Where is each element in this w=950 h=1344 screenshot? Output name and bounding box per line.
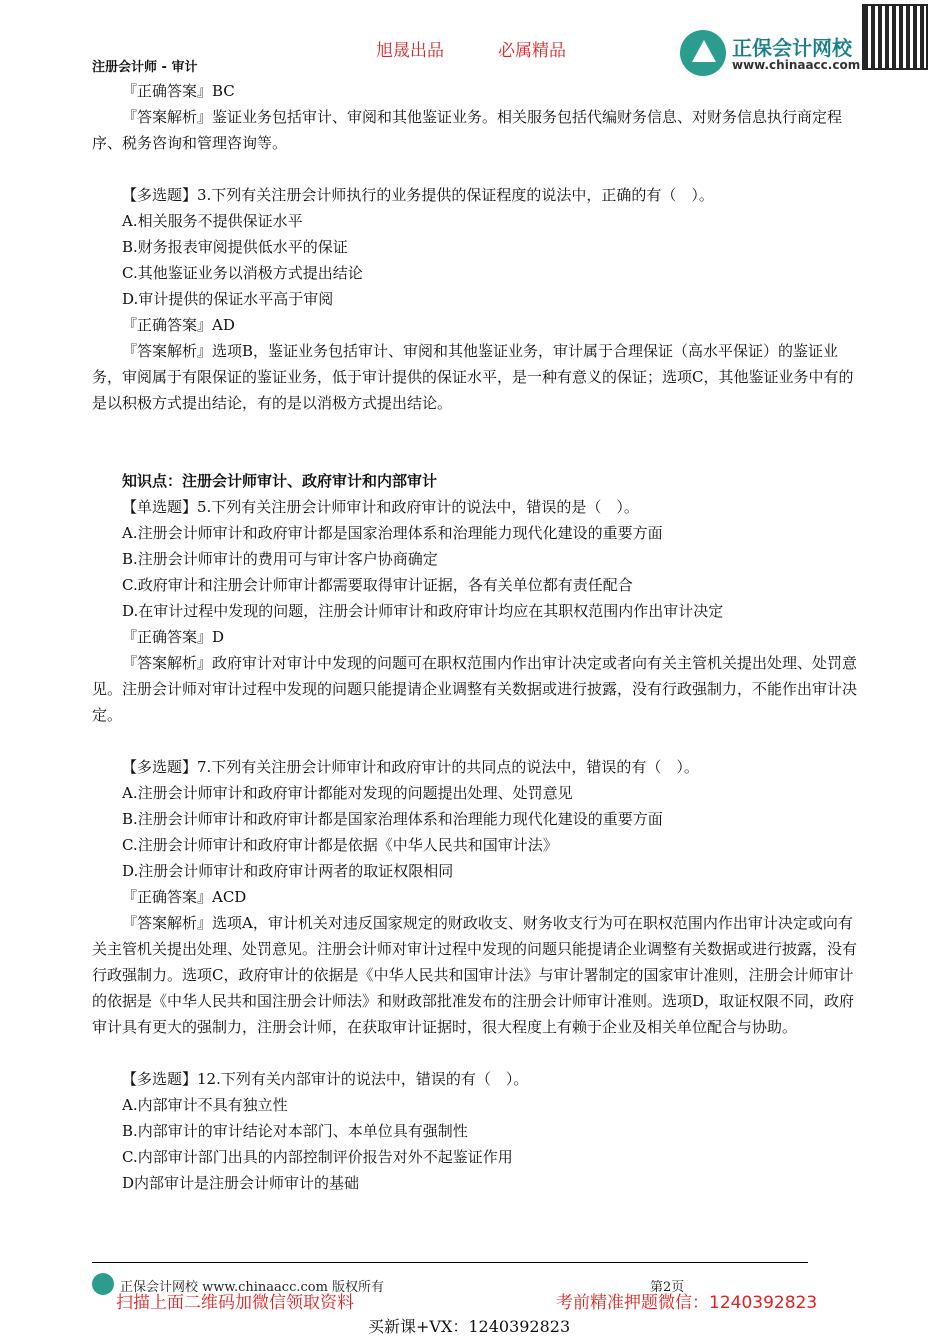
answer-option: C.政府审计和注册会计师审计都需要取得审计证据，各有关单位都有责任配合 [122, 576, 633, 594]
text-paragraph: 『正确答案』AD [122, 316, 235, 334]
answer-option: B.注册会计师审计和政府审计都是国家治理体系和治理能力现代化建设的重要方面 [122, 810, 663, 828]
brand-left: 旭晟出品 [376, 41, 444, 61]
answer-option: D内部审计是注册会计师审计的基础 [122, 1174, 360, 1192]
scan-qr-text: 扫描上面二维码加微信领取资料 [116, 1293, 354, 1313]
footer-logo-icon [92, 1273, 114, 1295]
text-paragraph: 【多选题】3.下列有关注册会计师执行的业务提供的保证程度的说法中，正确的有（ ）。 [122, 186, 714, 204]
logo-title: 正保会计网校 [732, 36, 852, 60]
answer-option: A.注册会计师审计和政府审计都能对发现的问题提出处理、处罚意见 [122, 784, 573, 802]
answer-option: C.其他鉴证业务以消极方式提出结论 [122, 264, 363, 282]
spacer [92, 442, 862, 468]
spacer [92, 156, 862, 182]
knowledge-point-heading: 知识点：注册会计师审计、政府审计和内部审计 [122, 472, 438, 490]
qr-code-icon[interactable] [862, 4, 928, 70]
answer-option: A.相关服务不提供保证水平 [122, 212, 303, 230]
text-paragraph: 『正确答案』D [122, 628, 225, 646]
spacer [92, 1040, 862, 1066]
answer-option: D.在审计过程中发现的问题，注册会计师审计和政府审计均应在其职权范围内作出审计决定 [122, 602, 724, 620]
brand-right: 必属精品 [498, 41, 566, 61]
answer-option: B.财务报表审阅提供低水平的保证 [122, 238, 348, 256]
text-paragraph: 【单选题】5.下列有关注册会计师审计和政府审计的说法中，错误的是（ ）。 [122, 498, 639, 516]
answer-option: D.审计提供的保证水平高于审阅 [122, 290, 334, 308]
answer-option: B.注册会计师审计的费用可与审计客户协商确定 [122, 550, 438, 568]
buy-course-text: 买新课+VX：1240392823 [368, 1317, 571, 1336]
answer-option: A.内部审计不具有独立性 [122, 1096, 288, 1114]
chinaacc-logo[interactable] [680, 30, 860, 80]
text-paragraph: 【多选题】7.下列有关注册会计师审计和政府审计的共同点的说法中，错误的有（ ）。 [122, 758, 699, 776]
text-paragraph: 『答案解析』政府审计对审计中发现的问题可在职权范围内作出审计决定或者向有关主管机关提出处理、处罚意见。注册会计师对审计过程中发现的问题只能提请企业调整有关数据或进行披露，没有行政强制力，不能作出审计决定。 [92, 654, 858, 724]
footer-divider [92, 1262, 808, 1263]
subject-header: 注册会计师 - 审计 [92, 60, 198, 75]
text-paragraph: 『正确答案』BC [122, 82, 235, 100]
text-paragraph: 『答案解析』选项B，鉴证业务包括审计、审阅和其他鉴证业务，审计属于合理保证（高水平保证）的鉴证业务，审阅属于有限保证的鉴证业务，低于审计提供的保证水平，是一种有意义的保证；选项C，其他鉴证业务中有的是以积极方式提出结论，有的是以消极方式提出结论。 [92, 342, 854, 412]
text-paragraph: 『答案解析』鉴证业务包括审计、审阅和其他鉴证业务。相关服务包括代编财务信息、对财务信息执行商定程序、税务咨询和管理咨询等。 [92, 108, 843, 152]
text-paragraph: 『正确答案』ACD [122, 888, 247, 906]
page-number: 第2页 [650, 1280, 685, 1295]
answer-option: A.注册会计师审计和政府审计都是国家治理体系和治理能力现代化建设的重要方面 [122, 524, 663, 542]
answer-option: C.注册会计师审计和政府审计都是依据《中华人民共和国审计法》 [122, 836, 558, 854]
logo-icon [680, 30, 726, 76]
logo-url: www.chinaacc.com [732, 58, 861, 72]
answer-option: B.内部审计的审计结论对本部门、本单位具有强制性 [122, 1122, 468, 1140]
wechat-contact-text: 考前精准押题微信：1240392823 [556, 1293, 818, 1313]
document-body [92, 78, 862, 1196]
text-paragraph: 【多选题】12.下列有关内部审计的说法中，错误的有（ ）。 [122, 1070, 529, 1088]
spacer [92, 416, 862, 442]
spacer [92, 728, 862, 754]
text-paragraph: 『答案解析』选项A，审计机关对违反国家规定的财政收支、财务收支行为可在职权范围内作出审计决定或向有关主管机关提出处理、处罚意见。注册会计师对审计过程中发现的问题只能提请企业调整有关数据或进行披露，没有行政强制力。选项C，政府审计的依据是《中华人民共和国审计法》与审计署制定的国家审计准则，注册会计师审计的依据是《中华人民共和国注册会计师法》和财政部批准发布的注册会计师审计准则。选项D，取证权限不同，政府审计具有更大的强制力，注册会计师，在获取审计证据时，很大程度上有赖于企业及相关单位配合与协助。 [92, 914, 858, 1036]
footer-copyright: 正保会计网校 www.chinaacc.com 版权所有 [120, 1280, 385, 1295]
answer-option: C.内部审计部门出具的内部控制评价报告对外不起鉴证作用 [122, 1148, 513, 1166]
answer-option: D.注册会计师审计和政府审计两者的取证权限相同 [122, 862, 454, 880]
